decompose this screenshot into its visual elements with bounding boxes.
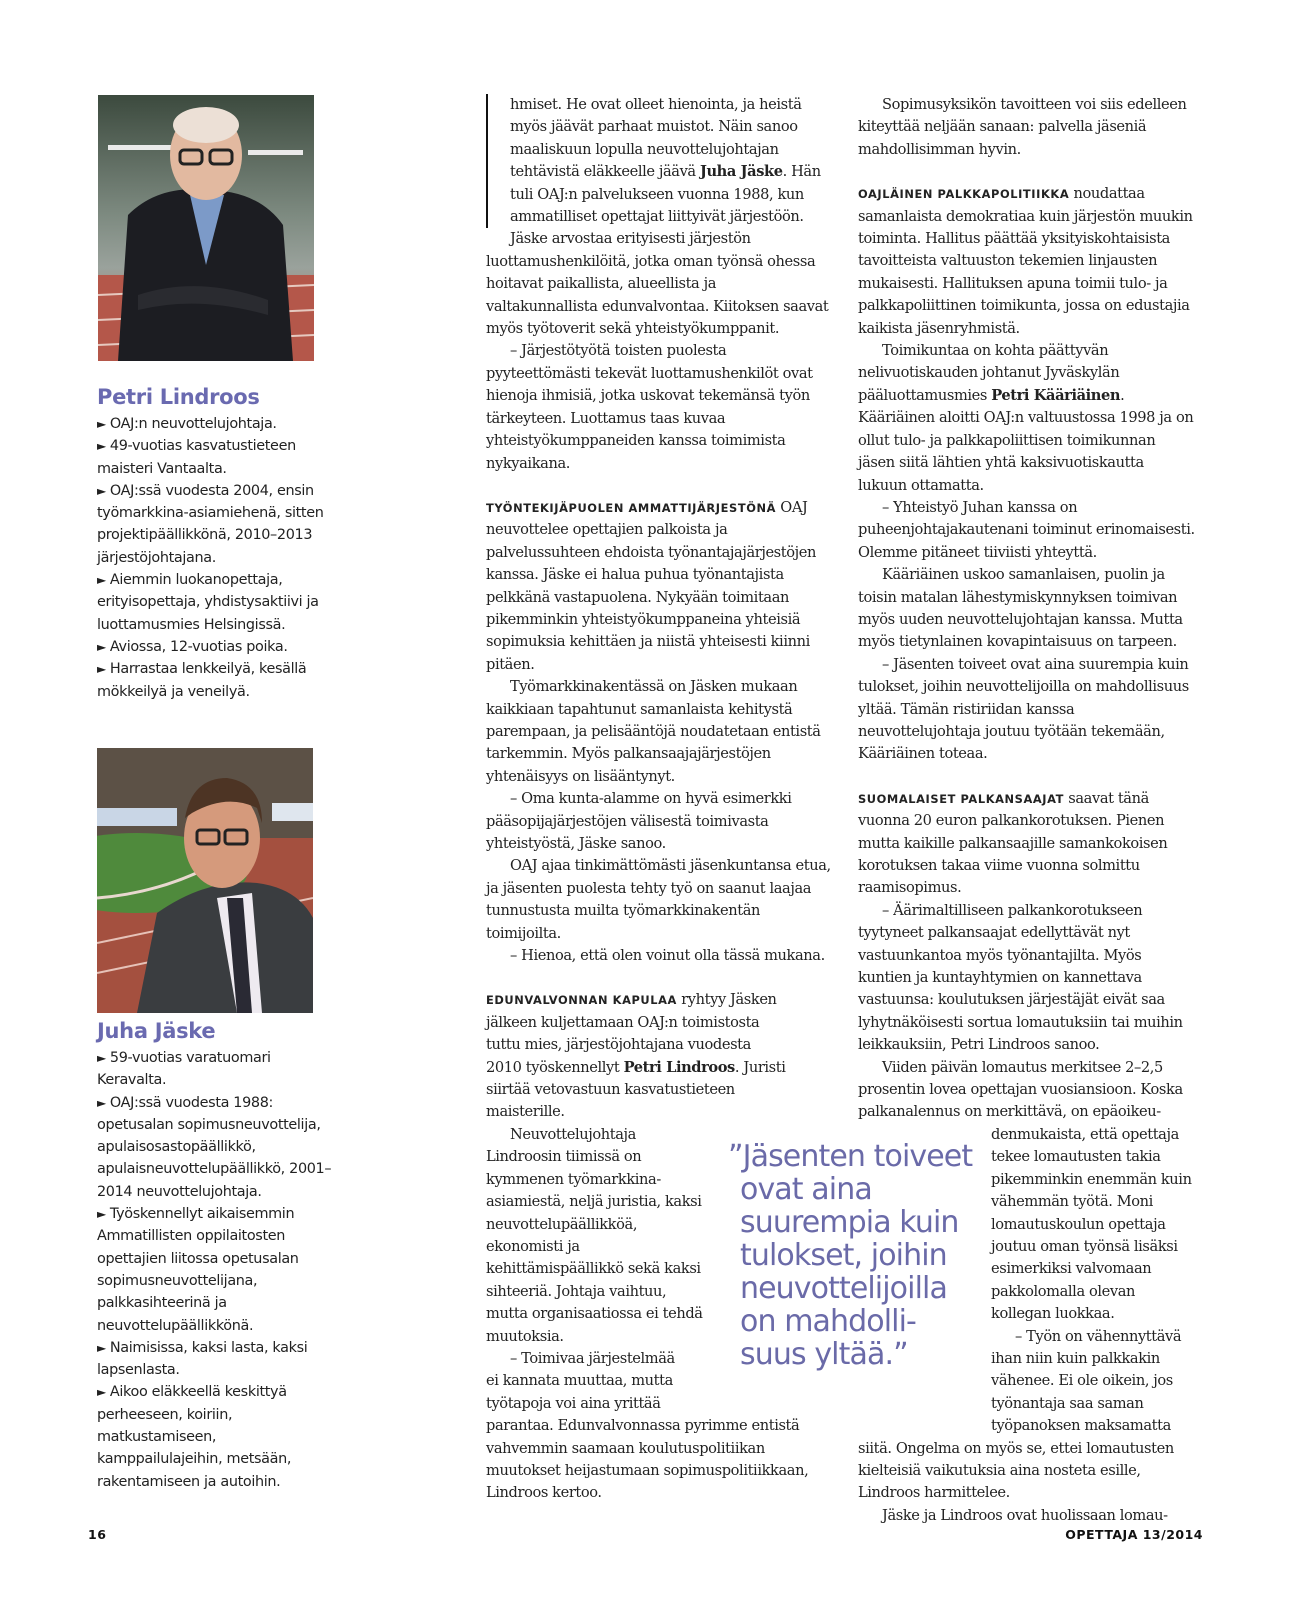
paragraph: – Oma kunta-alamme on hyvä esimerkki pääsopijajärjestöjen välisestä toimivasta yhteistyöstä, Jäske sanoo. [486,790,792,852]
paragraph: Viiden päivän lomautus merkitsee 2–2,5 prosentin lovea opettajan vuosiansioon. Koska palkanalennus on merkittävä, on epäoikeu- [858,1058,1183,1121]
profile-fact: ► 49-vuotias kasvatustieteen maisteri Vantaalta. [97,438,296,477]
section-paragraph: EDUNVALVONNAN KAPULAA ryhtyy Jäsken jälkeen kuljettamaan OAJ:n toimistosta tuttu mies, järjestöjohtajana vuodesta 2010 työskennellyt Petri Lindroos. Juristi siirtää vetovastuun kasvatustieteen maisterille. [486,991,786,1121]
paragraph-continued: parantaa. Edunvalvonnassa pyrimme entistä vahvemmin saamaan koulutuspolitiikan muutokset heijastumaan sopimuspolitiikkaan, Lindroos kertoo. [486,1417,809,1502]
pull-quote-line: neuvottelijoilla [740,1271,947,1306]
paragraph: Toimikuntaa on kohta päättyvän nelivuotiskauden johtanut Jyväskylän pääluottamusmies Petri Kääriäinen. Kääriäinen aloitti OAJ:n valtuustossa 1998 ja on ollut tulo- ja palkkapoliittisen toimikunnan jäsen siitä lähtien yhtä kaksivuotiskautta lukuun ottamatta. [858,342,1194,494]
pull-quote-line: ovat aina [740,1172,872,1207]
section-lead: SUOMALAISET PALKANSAAJAT [858,791,1065,806]
pull-quote-line: tulokset, joihin [740,1238,947,1273]
triangle-bullet-icon: ► [97,1051,106,1065]
portrait-image [98,95,314,361]
paragraph-continued: siitä. Ongelma on myös se, ettei lomautusten kielteisiä vaikutuksia aina nosteta esille, Lindroos harmittelee. [858,1439,1174,1502]
section-paragraph: OAJLÄINEN PALKKAPOLITIIKKA noudattaa samanlaista demokratiaa kuin järjestön muukin toiminta. Hallitus päättää yksityiskohtaisista tavoitteista valtuuston tekemien linjausten mukaisesti. Hallituksen apuna toimii tulo- ja palkkapoliittinen toimikunta, jossa on edustajia kaikista jäsenryhmistä. [858,185,1193,337]
paragraph: – Järjestötyötä toisten puolesta pyyteettömästi tekevät luottamushenkilöt ovat hienoja ihmisiä, jotka uskovat tekemänsä työn tärkeyteen. Luottamus taas kuvaa yhteistyökumppaneiden kanssa toimimista nykyaikana. [486,342,813,472]
pull-quote-line: on mahdolli- [740,1304,916,1339]
profile-fact: ► OAJ:ssä vuodesta 2004, ensin työmarkkina-asiamiehenä, sitten projektipäällikkönä, 2010–2013 järjestöjohtajana. [97,482,324,566]
profile-name: Petri Lindroos [97,385,260,409]
profile-fact: ► OAJ:n neuvottelujohtaja. [97,416,277,432]
profile-name: Juha Jäske [97,1019,216,1043]
profile-fact: ► Aiemmin luokanopettaja, erityisopettaja, yhdistysaktiivi ja luottamusmies Helsingissä. [97,572,319,633]
triangle-bullet-icon: ► [97,573,106,588]
pull-quote-line: suurempia kuin [740,1205,959,1240]
person-name: Petri Kääriäinen [991,386,1121,404]
paragraph: – Äärimaltilliseen palkankorotukseen tyytyneet palkansaajat edellyttävät nyt vastuunkantoa myös työnantajilta. Myös kuntien ja kuntayhtymien on kannettava vastuunsa: koulutuksen järjestäjät eivät saa lyhytnäköisesti sortua lomautuksiin tai muihin leikkauksiin, Petri Lindroos sanoo. [858,901,1183,1054]
article-column-right [858,94,1196,1527]
profile-facts-list [97,413,337,703]
paragraph: Sopimusyksikön tavoitteen voi siis edelleen kiteyttää neljään sanaan: palvella jäseniä mahdollisimman hyvin. [858,96,1187,158]
paragraph: Kääriäinen uskoo samanlaisen, puolin ja toisin matalan lähestymiskynnyksen toimivan myös uuden neuvottelujohtajan kanssa. Mutta myös tietynlainen kovapintaisuus on tarpeen. [858,566,1183,651]
section-lead: EDUNVALVONNAN KAPULAA [486,993,677,1008]
triangle-bullet-icon: ► [97,639,106,654]
triangle-bullet-icon: ► [97,1340,106,1355]
profile-fact: ► Aviossa, 12-vuotias poika. [97,638,288,655]
page-number: 16 [88,1527,107,1542]
paragraph: – Hienoa, että olen voinut olla tässä mukana. [510,947,825,965]
triangle-bullet-icon: ► [97,1095,106,1110]
pull-quote-line: ”Jäsenten toiveet [728,1139,973,1174]
paragraph: Neuvottelujohtaja Lindroosin tiimissä on kymmenen työmarkkina-asiamiestä, neljä juristia, kaksi neuvottelupäällikköä, ekonomisti ja kehittämispäällikkö sekä kaksi sihteeriä. Johtaja vaihtuu, mutta organisaatiossa ei tehdä muutoksia. [486,1125,703,1345]
paragraph: OAJ ajaa tinkimättömästi jäsenkuntansa etua, ja jäsenten puolesta tehty työ on saanut laajaa tunnustusta muilta työmarkkinakentän toimijoilta. [486,857,831,942]
pull-quote-line: suus yltää.” [740,1337,908,1372]
portrait-image [97,748,313,1013]
section-paragraph: SUOMALAISET PALKANSAAJAT saavat tänä vuonna 20 euron palkankorotuksen. Pienen mutta kaikille palkansaajille samankokoisen korotuksen takaa viime vuonna solmittu raamisopimus. [858,789,1168,897]
triangle-bullet-icon: ► [97,483,106,498]
section-paragraph: TYÖNTEKIJÄPUOLEN AMMATTIJÄRJESTÖNÄ OAJ neuvottelee opettajien palkoista ja palvelussuhteen ehdoista työnantajajärjestöjen kanssa. Jäske ei halua puhua työnantajista pelkkänä vastapuolena. Nykyään toimitaan pikemminkin yhteistyökumppaneina yhteisiä sopimuksia kehittäen ja niistä yhteisesti kiinni pitäen. [486,498,816,673]
profile-fact: ► 59-vuotias varatuomari Keravalta. [97,1050,271,1089]
triangle-bullet-icon: ► [97,662,106,677]
profile-fact: ► Työskennellyt aikaisemmin Ammatillisten oppilaitosten opettajien liitossa opetusalan sopimusneuvottelijana, palkkasihteerinä ja neuvottelupäällikkönä. [97,1206,299,1334]
portrait-photo-petri-lindroos [98,95,314,361]
section-lead: TYÖNTEKIJÄPUOLEN AMMATTIJÄRJESTÖNÄ [486,500,777,515]
paragraph: – Jäsenten toiveet ovat aina suurempia kuin tulokset, joihin neuvottelijoilla on mahdollisuus yltää. Tämän ristiriidan kanssa neuvottelujohtaja joutuu työtään tekemään, Kääriäinen toteaa. [858,655,1189,763]
portrait-photo-juha-jaske [97,748,313,1013]
triangle-bullet-icon: ► [97,439,106,454]
paragraph: – Toimivaa järjestelmää ei kannata muuttaa, mutta työtapoja voi aina yrittää [486,1349,675,1412]
profile-fact: ► OAJ:ssä vuodesta 1988: opetusalan sopimusneuvottelija, apulaisosastopäällikkö, apulaisneuvottelupäällikkö, 2001–2014 neuvottelujohtaja. [97,1094,332,1200]
person-name: Juha Jäske [699,163,783,181]
magazine-issue: OPETTAJA 13/2014 [1065,1527,1203,1542]
profile-fact: ► Harrastaa lenkkeilyä, kesällä mökkeilyä ja veneilyä. [97,661,307,700]
paragraph-wrapped: – Työn on vähennyttävä ihan niin kuin palkkakin vähenee. Ei ole oikein, jos työnantaja saa saman työpanoksen maksamatta [991,1327,1182,1435]
profile-juha-jaske [97,1017,337,1493]
paragraph: Jäske arvostaa erityisesti järjestön luottamushenkilöitä, jotka oman työnsä ohessa hoitavat paikallista, alueellista ja valtakunnallista edunvalvontaa. Kiitoksen saavat myös työtoverit sekä yhteistyökumppanit. [486,230,829,338]
triangle-bullet-icon: ► [97,1207,106,1222]
paragraph: Jäske ja Lindroos ovat huolissaan lomau- [882,1506,1168,1524]
paragraph: Työmarkkinakentässä on Jäsken mukaan kaikkiaan tapahtunut samanlaista kehitystä parempaan, ja pelisääntöjä noudatetaan entistä tarkemmin. Myös palkansaajajärjestöjen yhtenäisyys on lisääntynyt. [486,678,821,785]
paragraph: – Yhteistyö Juhan kanssa on puheenjohtajakautenani toiminut erinomaisesti. Olemme pitäneet tiiviisti yhteyttä. [858,498,1195,561]
triangle-bullet-icon: ► [97,417,106,431]
profile-fact: ► Naimisissa, kaksi lasta, kaksi lapsenlasta. [97,1339,308,1379]
paragraph-wrapped: denmukaista, että opettaja tekee lomautusten takia pikemminkin enemmän kuin vähemmän työtä. Moni lomautuskoulun opettaja joutuu oman työnsä lisäksi esimerkiksi valvomaan pakkolomalla olevan kollegan luokkaa. [991,1125,1192,1323]
person-name: Petri Lindroos [623,1058,735,1076]
profile-petri-lindroos [97,383,337,703]
article-intro: hmiset. He ovat olleet hienointa, ja heistä myös jäävät parhaat muistot. Näin sanoo maaliskuun lopulla neuvottelujohtajan tehtävistä eläkkeelle jäävä Juha Jäske. Hän tuli OAJ:n palvelukseen vuonna 1988, kun ammatilliset opettajat liittyivät järjestöön. [486,94,831,228]
triangle-bullet-icon: ► [97,1385,106,1400]
profile-fact: ► Aikoo eläkkeellä keskittyä perheeseen, koiriin, matkustamiseen, kamppailulajeihin, metsään, rakentamiseen ja autoihin. [97,1384,292,1490]
profile-facts-list [97,1047,337,1493]
section-lead: OAJLÄINEN PALKKAPOLITIIKKA [858,187,1070,202]
